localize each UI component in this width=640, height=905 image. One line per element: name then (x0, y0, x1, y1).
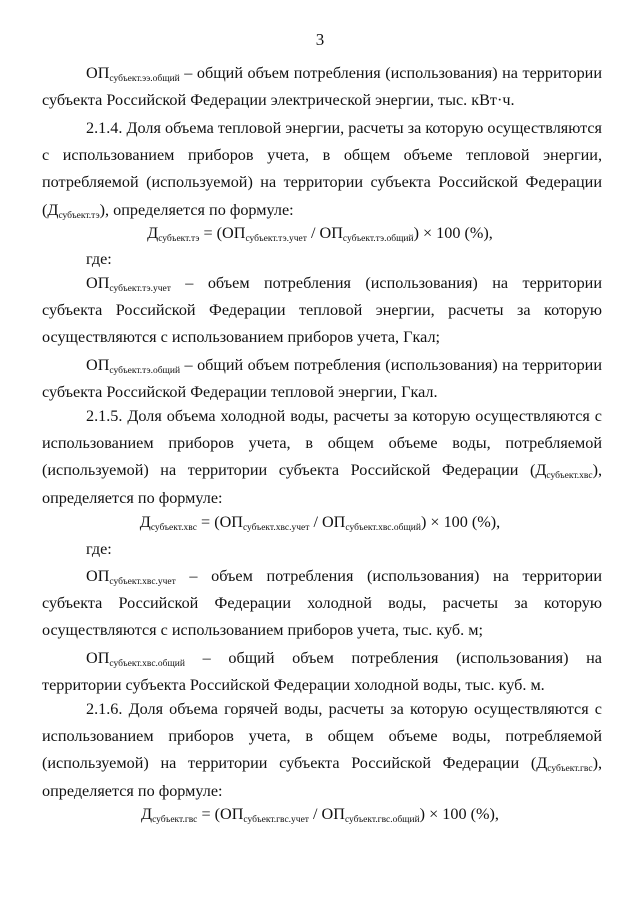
formula-lhs-subscript: субъект.хвс (150, 523, 197, 533)
formula-rhs: ) × 100 (%), (420, 513, 501, 531)
formula-part: / ОП (308, 805, 345, 823)
formula-lhs-subscript: субъект.гвс (152, 815, 198, 825)
definition-op-hvs-total (42, 645, 602, 699)
formula-part: = (ОП (199, 224, 246, 242)
paragraph-text: 2.1.6. Доля объема горячей воды, расчеты за которую осуществляются с использованием приборов учета, в общем объеме воды, потребляемой (используемой) на территории субъекта Российской Федерации (Д (42, 700, 602, 773)
formula-part: / ОП (306, 224, 343, 242)
definition-text: – объем потребления (использования) на территории субъекта Российской Федерации холодной воды, расчеты за которую осуществляются с использованием приборов учета, тыс. куб. м; (42, 567, 602, 640)
paragraph-2-1-6 (42, 696, 602, 805)
definition-text: – объем потребления (использования) на территории субъекта Российской Федерации тепловой энергии, расчеты за которую осуществляются с использованием приборов учета, Гкал; (42, 274, 602, 347)
definition-text: – общий объем потребления (использования) на территории субъекта Российской Федерации электрической энергии, тыс. кВт·ч. (42, 64, 602, 110)
term-main: ОП (86, 649, 110, 667)
term-subscript: субъект.ээ.общий (109, 74, 180, 84)
formula-subscript: субъект.гвс.учет (243, 815, 309, 825)
definition-text: – общий объем потребления (использования) на территории субъекта Российской Федерации тепловой энергии, Гкал. (42, 356, 602, 402)
formula-rhs: ) × 100 (%), (419, 805, 499, 823)
term-subscript: субъект.тэ.общий (109, 366, 181, 376)
formula-lhs: Д (141, 805, 153, 823)
paragraph-text: 2.1.4. Доля объема тепловой энергии, расчеты за которую осуществляются с использованием приборов учета, в общем объеме тепловой энергии, потребляемой (используемой) на территории субъекта Российской Федерации (Д (42, 119, 602, 219)
formula-subscript: субъект.тэ.учет (245, 234, 307, 244)
formula-part: = (ОП (197, 805, 244, 823)
formula-rhs: ) × 100 (%), (413, 224, 493, 242)
paragraph-2-1-4 (42, 115, 602, 224)
term-subscript: субъект.хвс (546, 471, 593, 482)
term-subscript: субъект.тэ (58, 210, 100, 221)
formula-cold-water (0, 510, 640, 534)
paragraph-text: 2.1.5. Доля объема холодной воды, расчеты за которую осуществляются с использованием приборов учета, в общем объеме воды, потребляемой (используемой) на территории субъекта Российской Федерации (Д (42, 407, 602, 480)
definition-op-hvs-metered (42, 563, 602, 645)
term-subscript: субъект.тэ.учет (109, 284, 171, 294)
formula-hot-water (0, 802, 640, 826)
definition-op-te-total (42, 352, 602, 406)
term-main: ОП (86, 64, 110, 82)
formula-subscript: субъект.хвс.общий (345, 523, 421, 533)
term-main: ОП (86, 356, 110, 374)
definition-op-te-metered (42, 270, 602, 352)
term-subscript: субъект.гвс (547, 764, 593, 775)
term-main: ОП (86, 274, 110, 292)
formula-part: / ОП (309, 513, 346, 531)
definition-op-ee-total (42, 60, 602, 114)
definition-text: – общий объем потребления (использования) на территории субъекта Российской Федерации холодной воды, тыс. куб. м. (42, 649, 602, 695)
paragraph-2-1-5 (42, 403, 602, 512)
formula-part: = (ОП (196, 513, 243, 531)
term-main: ОП (86, 567, 110, 585)
formula-lhs-subscript: субъект.тэ (158, 234, 200, 244)
paragraph-tail: ), определяется по формуле: (42, 754, 602, 800)
paragraph-tail: ), определяется по формуле: (42, 461, 602, 507)
term-subscript: субъект.хвс.учет (109, 577, 176, 587)
formula-subscript: субъект.гвс.общий (344, 815, 420, 825)
formula-heat-energy (0, 221, 640, 245)
term-subscript: субъект.хвс.общий (109, 659, 185, 669)
paragraph-tail: ), определяется по формуле: (99, 200, 294, 219)
formula-lhs: Д (139, 513, 151, 531)
where-label: где: (86, 540, 112, 558)
formula-lhs: Д (147, 224, 159, 242)
formula-subscript: субъект.тэ.общий (342, 234, 414, 244)
formula-subscript: субъект.хвс.учет (242, 523, 310, 533)
page-number: 3 (315, 30, 325, 49)
where-label: где: (86, 250, 112, 268)
